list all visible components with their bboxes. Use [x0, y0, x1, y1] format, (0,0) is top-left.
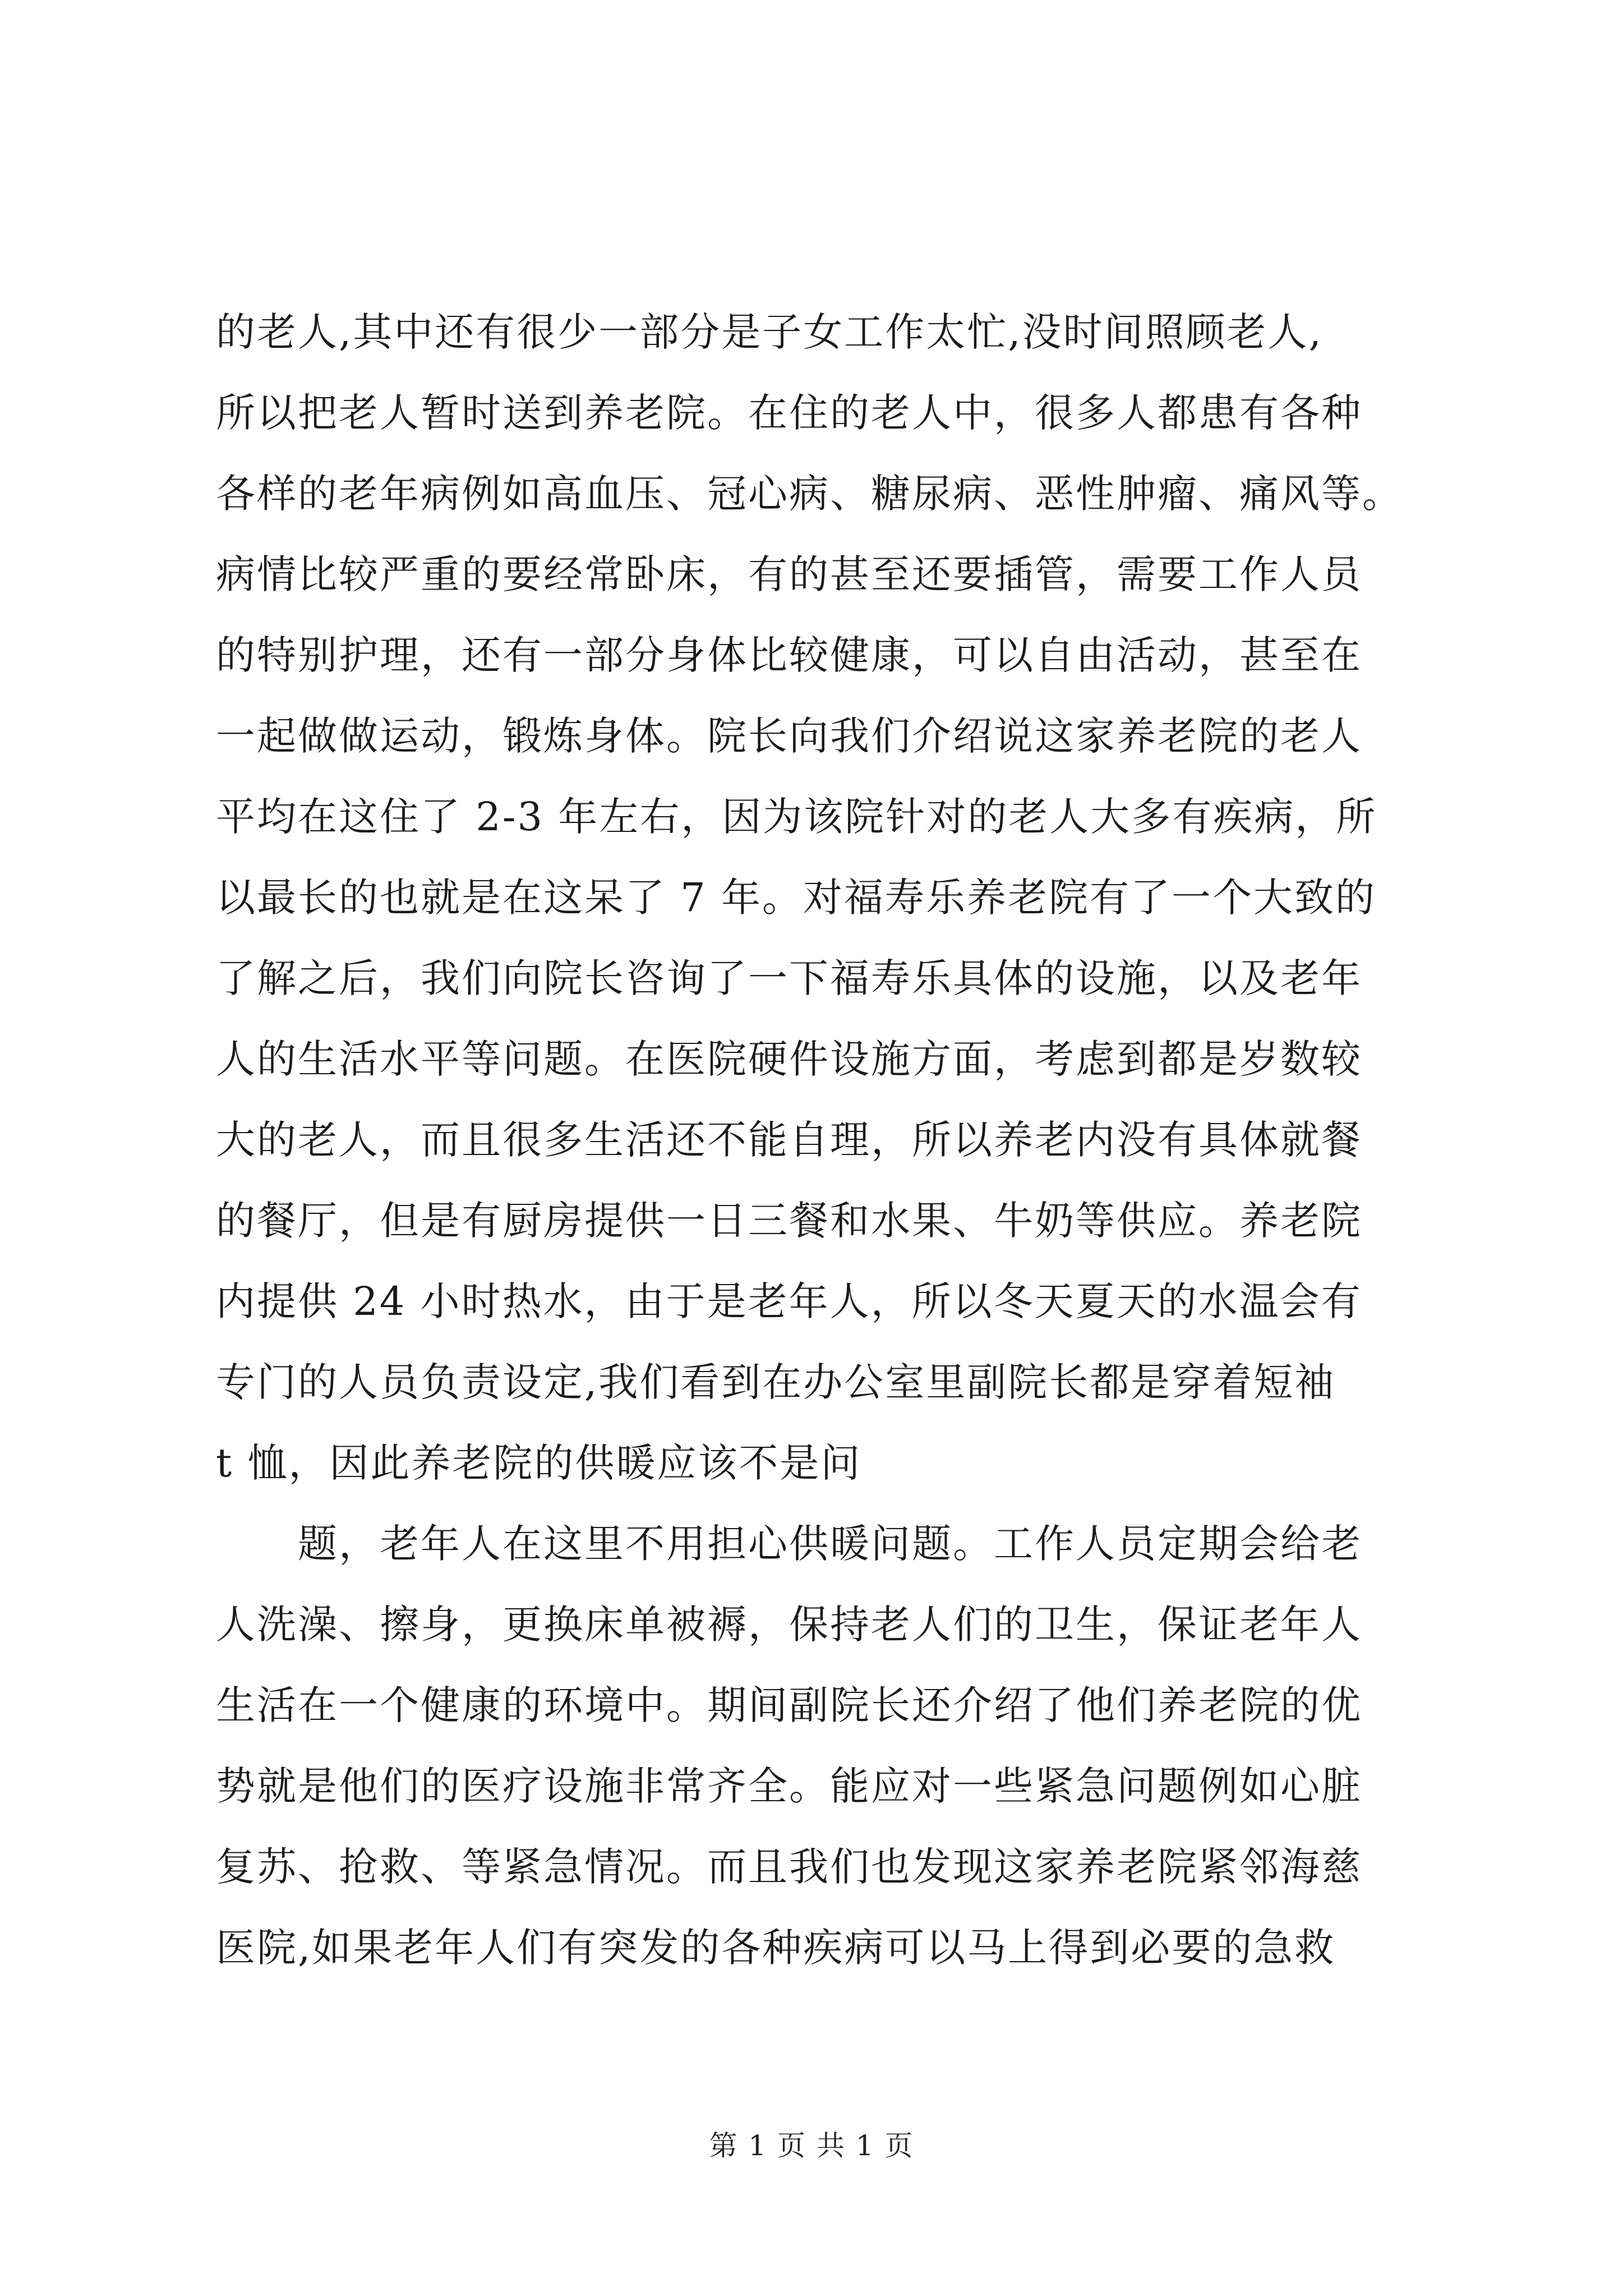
text-line: 的餐厅，但是有厨房提供一日三餐和水果、牛奶等供应。养老院 — [216, 1198, 1362, 1244]
text-line: 的特别护理，还有一部分身体比较健康，可以自由活动，甚至在 — [216, 632, 1362, 678]
text-line: 势就是他们的医疗设施非常齐全。能应对一些紧急问题例如心脏 — [216, 1763, 1362, 1809]
text-line: 复苏、抢救、等紧急情况。而且我们也发现这家养老院紧邻海慈 — [216, 1844, 1362, 1890]
text-line: 了解之后，我们向院长咨询了一下福寿乐具体的设施，以及老年 — [216, 955, 1362, 1001]
text-line: 病情比较严重的要经常卧床，有的甚至还要插管，需要工作人员 — [216, 551, 1362, 597]
text-line: 医院,如果老年人们有突发的各种疾病可以马上得到必要的急救 — [216, 1925, 1336, 1971]
text-line: 内提供 24 小时热水，由于是老年人，所以冬天夏天的水温会有 — [216, 1278, 1362, 1324]
text-line: 的老人,其中还有很少一部分是子女工作太忙,没时间照顾老人, — [216, 309, 1323, 355]
text-line: 生活在一个健康的环境中。期间副院长还介绍了他们养老院的优 — [216, 1682, 1362, 1728]
text-line: 平均在这住了 2-3 年左右，因为该院针对的老人大多有疾病，所 — [216, 794, 1377, 840]
text-line: 大的老人，而且很多生活还不能自理，所以养老内没有具体就餐 — [216, 1117, 1362, 1163]
text-line: 一起做做运动，锻炼身体。院长向我们介绍说这家养老院的老人 — [216, 713, 1362, 759]
text-line: 人的生活水平等问题。在医院硬件设施方面，考虑到都是岁数较 — [216, 1036, 1362, 1082]
body-text — [216, 292, 1433, 1988]
page-footer: 第 1 页 共 1 页 — [709, 2129, 914, 2162]
paragraph-first-line: 题，老年人在这里不用担心供暖问题。工作人员定期会给老 — [298, 1521, 1362, 1567]
text-line: 各样的老年病例如高血压、冠心病、糖尿病、恶性肿瘤、痛风等。 — [216, 471, 1403, 517]
text-line: 以最长的也就是在这呆了 7 年。对福寿乐养老院有了一个大致的 — [216, 875, 1377, 921]
text-line: 所以把老人暂时送到养老院。在住的老人中，很多人都患有各种 — [216, 390, 1362, 436]
text-line: 人洗澡、擦身，更换床单被褥，保持老人们的卫生，保证老年人 — [216, 1602, 1362, 1648]
text-line: t 恤，因此养老院的供暖应该不是问 — [216, 1440, 862, 1486]
text-line: 专门的人员负责设定,我们看到在办公室里副院长都是穿着短袖 — [216, 1359, 1336, 1405]
